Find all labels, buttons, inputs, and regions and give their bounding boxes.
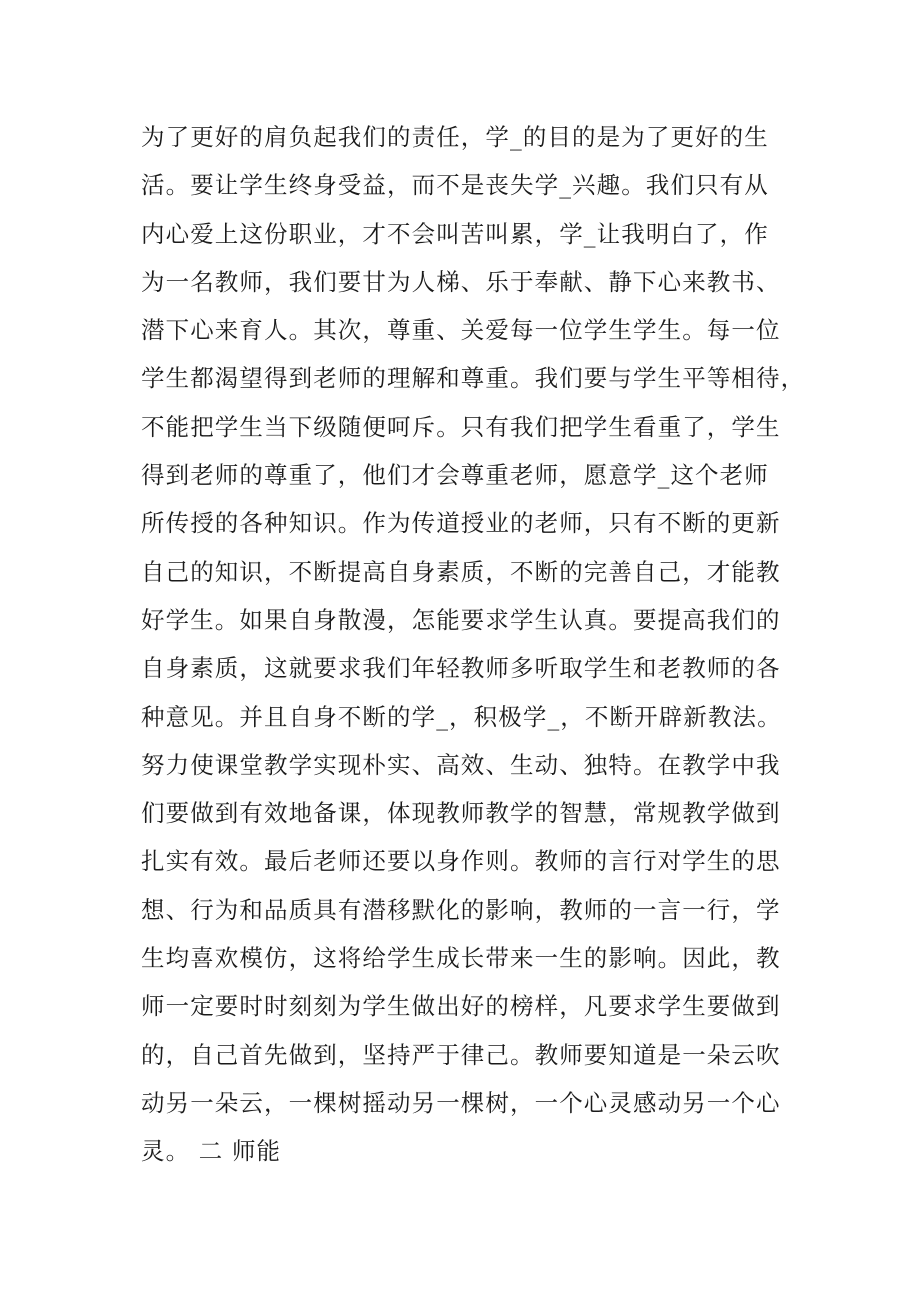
text-line: 们要做到有效地备课，体现教师教学的智慧，常规教学做到 — [141, 799, 781, 828]
text-line: 活。要让学生终身受益，而不是丧失学_兴趣。我们只有从 — [141, 171, 769, 200]
text-line: 为一名教师，我们要甘为人梯、乐于奉献、静下心来教书、 — [141, 267, 781, 296]
text-line: 好学生。如果自身散漫，怎能要求学生认真。要提高我们的 — [141, 605, 781, 634]
text-line: 生均喜欢模仿，这将给学生成长带来一生的影响。因此，教 — [141, 944, 781, 973]
text-line: 师一定要时时刻刻为学生做出好的榜样，凡要求学生要做到 — [141, 992, 781, 1021]
text-line: 动另一朵云，一棵树摇动另一棵树，一个心灵感动另一个心 — [141, 1088, 781, 1117]
text-line: 得到老师的尊重了，他们才会尊重老师，愿意学_这个老师 — [141, 461, 769, 490]
section-heading-line: 灵。 二 师能 — [141, 1137, 282, 1166]
text-line: 学生都渴望得到老师的理解和尊重。我们要与学生平等相待， — [141, 364, 806, 393]
text-line: 努力使课堂教学实现朴实、高效、生动、独特。在教学中我 — [141, 750, 781, 779]
text-line: 不能把学生当下级随便呵斥。只有我们把学生看重了，学生 — [141, 412, 781, 441]
text-line: 自身素质，这就要求我们年轻教师多听取学生和老教师的各 — [141, 654, 781, 683]
text-line: 内心爱上这份职业，才不会叫苦叫累，学_让我明白了，作 — [141, 219, 769, 248]
body-paragraph — [141, 113, 806, 1176]
text-line: 潜下心来育人。其次，尊重、关爱每一位学生学生。每一位 — [141, 316, 781, 345]
text-line: 种意见。并且自身不断的学_，积极学_，不断开辟新教法。 — [141, 702, 782, 731]
text-line: 所传授的各种知识。作为传道授业的老师，只有不断的更新 — [141, 509, 781, 538]
text-line: 自己的知识，不断提高自身素质，不断的完善自己，才能教 — [141, 557, 781, 586]
text-line: 扎实有效。最后老师还要以身作则。教师的言行对学生的思 — [141, 847, 781, 876]
text-line: 的，自己首先做到，坚持严于律己。教师要知道是一朵云吹 — [141, 1040, 781, 1069]
text-line: 想、行为和品质具有潜移默化的影响，教师的一言一行，学 — [141, 895, 781, 924]
text-line: 为了更好的肩负起我们的责任，学_的目的是为了更好的生 — [141, 123, 769, 151]
